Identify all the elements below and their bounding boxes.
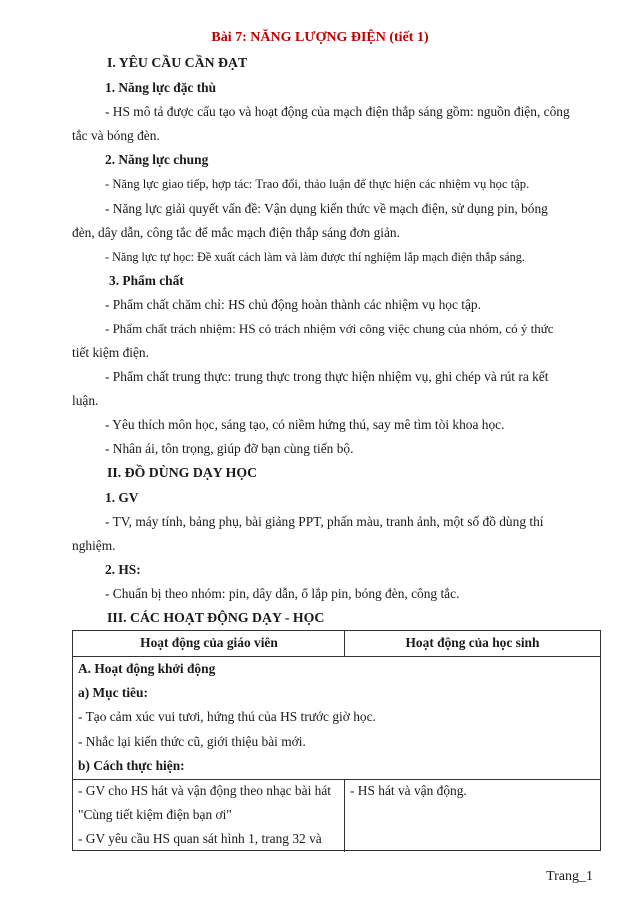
table-header-student: Hoạt động của học sinh <box>405 635 540 650</box>
subsection-3-item3-line1: - Phẩm chất trung thực: trung thực trong thực hiện nhiệm vụ, ghi chép và rút ra kết <box>105 369 549 384</box>
gv-text-line1: - TV, máy tính, bảng phụ, bài giảng PPT, phấn màu, tranh ảnh, một số đồ dùng thí <box>105 514 544 529</box>
subsection-2-item2-line1: - Năng lực giải quyết vấn đề: Vận dụng kiến thức về mạch điện, sử dụng pin, bóng <box>105 201 548 216</box>
page-number: Trang_1 <box>546 869 593 884</box>
teacher-activity-line1: - GV cho HS hát và vận động theo nhạc bài hát <box>78 783 331 798</box>
gv-heading: 1. GV <box>105 490 139 505</box>
subsection-1-text-line2: tắc và bóng đèn. <box>72 128 160 143</box>
goal-heading: a) Mục tiêu: <box>78 685 148 700</box>
subsection-3-item5: - Nhân ái, tôn trọng, giúp đỡ bạn cùng tiến bộ. <box>105 441 354 456</box>
subsection-3-item1: - Phẩm chất chăm chỉ: HS chủ động hoàn thành các nhiệm vụ học tập. <box>105 297 481 312</box>
table-divider-body <box>344 779 345 852</box>
gv-text-line2: nghiệm. <box>72 538 116 553</box>
subsection-3-item3-line2: luận. <box>72 393 99 408</box>
subsection-3-heading: 3. Phẩm chất <box>109 273 184 288</box>
hs-heading: 2. HS: <box>105 562 141 577</box>
subsection-3-item4: - Yêu thích môn học, sáng tạo, có niềm hứng thú, say mê tìm tòi khoa học. <box>105 417 505 432</box>
section-2-heading: II. ĐỒ DÙNG DẠY HỌC <box>107 465 258 480</box>
subsection-3-item2-line2: tiết kiệm điện. <box>72 345 149 360</box>
subsection-2-item1: - Năng lực giao tiếp, hợp tác: Trao đổi, thảo luận để thực hiện các nhiệm vụ học tập. <box>105 177 530 191</box>
goal-item-2: - Nhắc lại kiến thức cũ, giới thiệu bài mới. <box>78 734 306 749</box>
subsection-2-item3: - Năng lực tự học: Đề xuất cách làm và làm được thí nghiệm lắp mạch điện thắp sáng. <box>105 250 525 264</box>
method-heading: b) Cách thực hiện: <box>78 758 185 773</box>
activity-title: A. Hoạt động khởi động <box>78 661 216 676</box>
student-activity-line1: - HS hát và vận động. <box>350 783 467 798</box>
subsection-2-heading: 2. Năng lực chung <box>105 152 209 167</box>
subsection-2-item2-line2: đèn, dây dẫn, công tắc để mắc mạch điện thắp sáng đơn giản. <box>72 225 400 240</box>
subsection-3-item2-line1: - Phẩm chất trách nhiệm: HS có trách nhiệm với công việc chung của nhóm, có ý thức <box>105 321 554 336</box>
section-1-heading: I. YÊU CẦU CẦN ĐẠT <box>107 55 248 70</box>
subsection-1-text-line1: - HS mô tả được cấu tạo và hoạt động của mạch điện thắp sáng gồm: nguồn điện, công <box>105 104 570 119</box>
teacher-activity-line3: - GV yêu cầu HS quan sát hình 1, trang 32 và <box>78 831 322 846</box>
teacher-activity-line2: "Cùng tiết kiệm điện bạn ơi" <box>78 807 232 822</box>
goal-item-1: - Tạo cảm xúc vui tươi, hứng thú của HS trước giờ học. <box>78 709 376 724</box>
lesson-title: Bài 7: NĂNG LƯỢNG ĐIỆN (tiết 1) <box>211 30 429 45</box>
hs-text: - Chuẩn bị theo nhóm: pin, dây dẫn, ổ lắp pin, bóng đèn, công tắc. <box>105 586 460 601</box>
table-divider-header <box>344 631 345 656</box>
table-header-teacher: Hoạt động của giáo viên <box>140 635 278 650</box>
activity-table <box>72 630 601 851</box>
section-3-heading: III. CÁC HOẠT ĐỘNG DẠY - HỌC <box>107 610 325 625</box>
subsection-1-heading: 1. Năng lực đặc thù <box>105 80 217 95</box>
